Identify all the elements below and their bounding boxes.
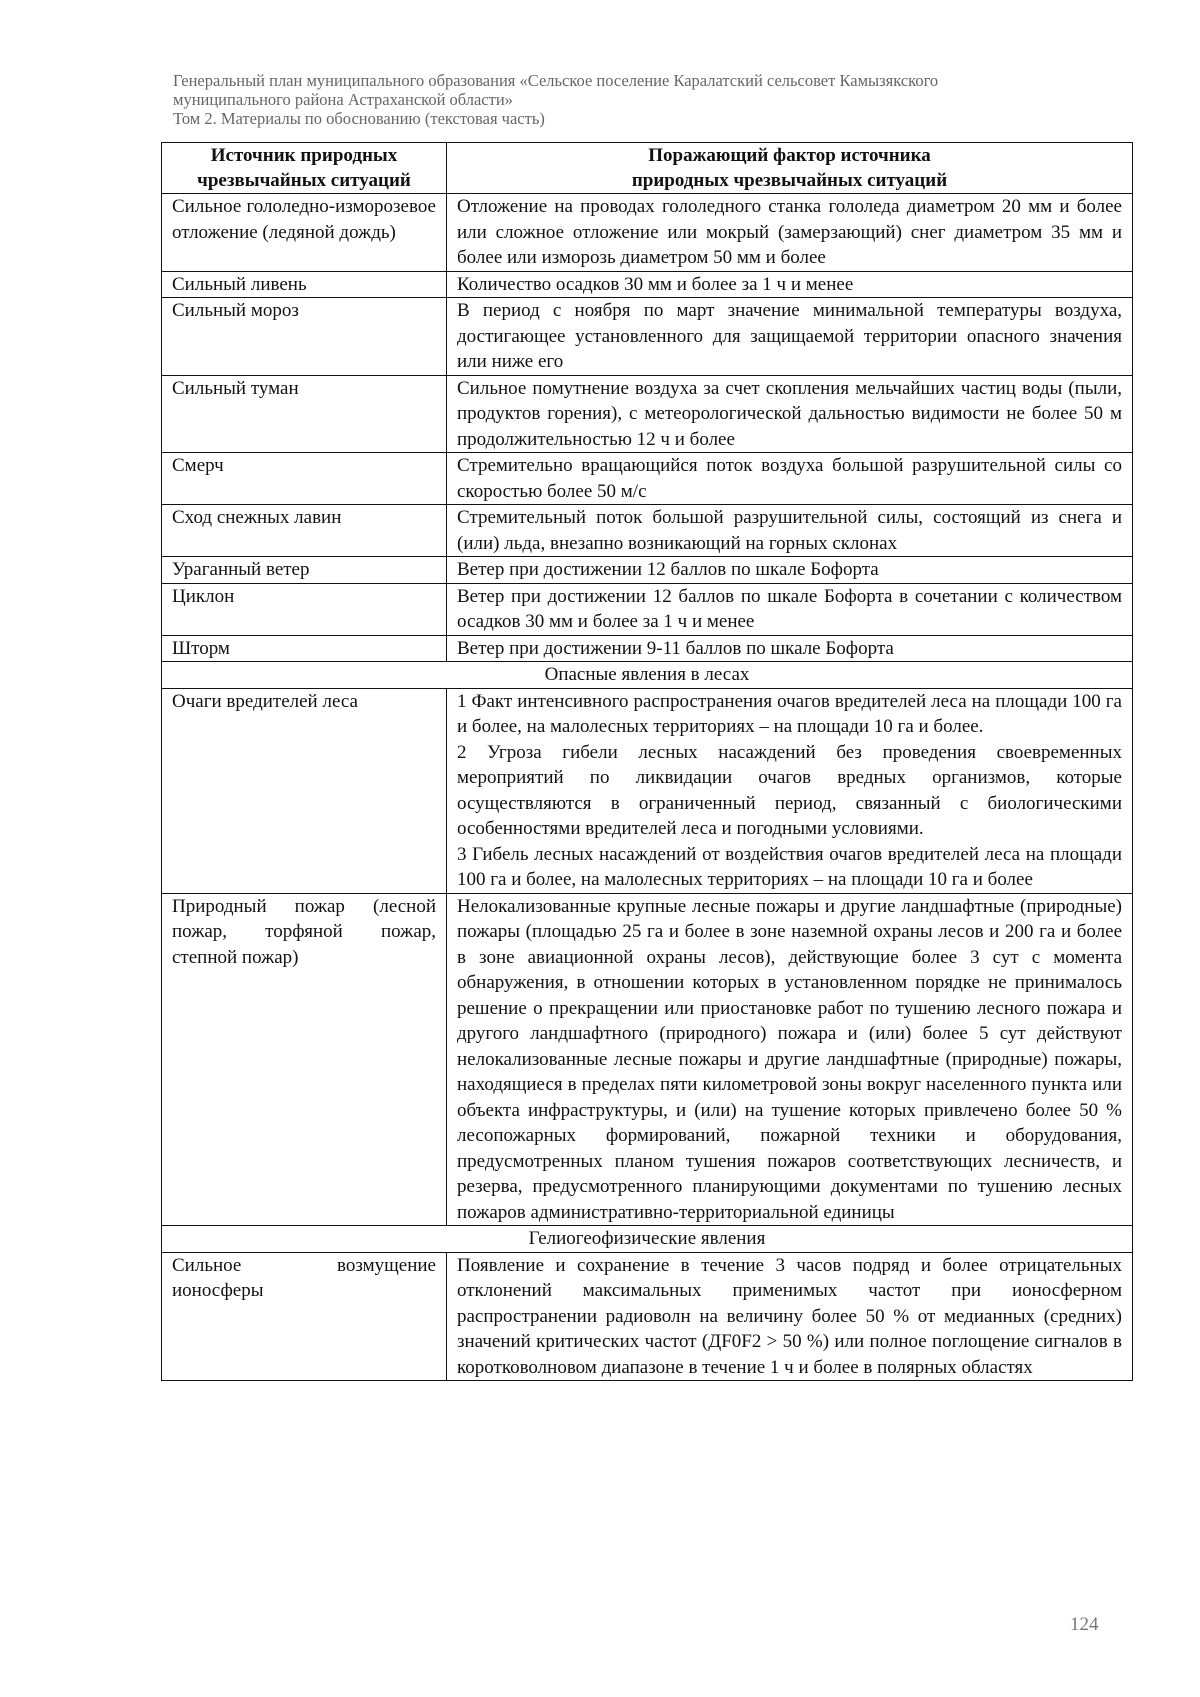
table-row [162,453,1133,505]
row-source: Шторм [162,635,447,662]
table-row [162,893,1133,1226]
row-factor: Ветер при достижении 12 баллов по шкале Бофорта в сочетании с количеством осадков 30 мм и более за 1 ч и менее [447,583,1133,635]
row-factor: Количество осадков 30 мм и более за 1 ч и менее [447,271,1133,298]
section-row-helio [162,1226,1133,1253]
table-row [162,505,1133,557]
row-source: Ураганный ветер [162,557,447,584]
row-source: Сильный мороз [162,298,447,376]
col-header-source: Источник природных чрезвычайных ситуаций [162,143,447,194]
row-factor: Отложение на проводах гололедного станка гололеда диаметром 20 мм и более или сложное отложение или мокрый (замерзающий) снег диаметром 35 мм и более или изморозь диаметром 50 мм и более [447,194,1133,272]
section-row-forest [162,662,1133,689]
row-source: Сильный ливень [162,271,447,298]
header-line-2: муниципального района Астраханской области» [173,90,513,109]
table-row [162,583,1133,635]
section-title: Гелиогеофизические явления [162,1226,1133,1253]
table-row [162,298,1133,376]
row-source: Циклон [162,583,447,635]
row-factor: 1 Факт интенсивного распространения очагов вредителей леса на площади 100 га и более, на малолесных территориях – на площади 10 га и более. 2 Угроза гибели лесных насаждений без проведения своевременных мероприятий по ликвидации очагов вредных организмов, которые осуществляются в ограниченный период, связанный с биологическими особенностями вредителей леса и погодными условиями. 3 Гибель лесных насаждений от воздействия очагов вредителей леса на площади 100 га и более, на малолесных территориях – на площади 10 га и более [447,688,1133,893]
table-row [162,688,1133,893]
row-source: Сильное возмущение ионосферы [162,1252,447,1381]
table-header-row [162,143,1133,194]
row-factor: Ветер при достижении 12 баллов по шкале Бофорта [447,557,1133,584]
row-factor: Стремительный поток большой разрушительной силы, состоящий из снега и (или) льда, внезапно возникающий на горных склонах [447,505,1133,557]
row-source: Смерч [162,453,447,505]
row-factor: В период с ноября по март значение минимальной температуры воздуха, достигающее установленного для защищаемой территории опасного значения или ниже его [447,298,1133,376]
row-source: Природный пожар (лесной пожар, торфяной пожар, степной пожар) [162,893,447,1226]
col-header-factor: Поражающий фактор источника природных чрезвычайных ситуаций [447,143,1133,194]
section-title: Опасные явления в лесах [162,662,1133,689]
table-row [162,635,1133,662]
row-source: Сильное гололедно-изморозевое отложение (ледяной дождь) [162,194,447,272]
emergency-sources-table [161,142,1133,1381]
row-factor: Ветер при достижении 9-11 баллов по шкале Бофорта [447,635,1133,662]
table-row [162,194,1133,272]
table-row [162,271,1133,298]
row-factor: Нелокализованные крупные лесные пожары и другие ландшафтные (природные) пожары (площадью 25 га и более в зоне наземной охраны лесов и 200 га и более в зоне авиационной охраны лесов), действующие более 3 сут с момента обнаружения, в отношении которых в установленном порядке не принималось решение о прекращении или приостановке работ по тушению лесного пожара и другого ландшафтного (природного) пожара и (или) более 5 сут действуют нелокализованные лесные пожары и другие ландшафтные (природные) пожары, находящиеся в пределах пяти километровой зоны вокруг населенного пункта или объекта инфраструктуры, и (или) на тушение которых привлечено более 50 % лесопожарных формирований, пожарной техники и оборудования, предусмотренных планом тушения пожаров соответствующих лесничеств, и резерва, предусмотренного планирующими документами по тушению лесных пожаров административно-территориальной единицы [447,893,1133,1226]
document-header [173,71,1133,128]
row-factor: Сильное помутнение воздуха за счет скопления мельчайших частиц воды (пыли, продуктов горения), с метеорологической дальностью видимости не более 50 м продолжительностью 12 ч и более [447,375,1133,453]
table-row [162,557,1133,584]
table-row [162,1252,1133,1381]
page-number: 124 [1070,1614,1099,1635]
row-source: Сход снежных лавин [162,505,447,557]
row-factor: Стремительно вращающийся поток воздуха большой разрушительной силы со скоростью более 50 м/с [447,453,1133,505]
row-source: Сильный туман [162,375,447,453]
header-line-3: Том 2. Материалы по обоснованию (текстовая часть) [173,109,545,128]
row-source: Очаги вредителей леса [162,688,447,893]
header-line-1: Генеральный план муниципального образования «Сельское поселение Каралатский сельсовет Камызякского [173,71,939,90]
table-row [162,375,1133,453]
row-factor: Появление и сохранение в течение 3 часов подряд и более отрицательных отклонений максимальных применимых частот при ионосферном распространении радиоволн на величину более 50 % от медианных (средних) значений критических частот (ДF0F2 > 50 %) или полное поглощение сигналов в коротковолновом диапазоне в течение 1 ч и более в полярных областях [447,1252,1133,1381]
